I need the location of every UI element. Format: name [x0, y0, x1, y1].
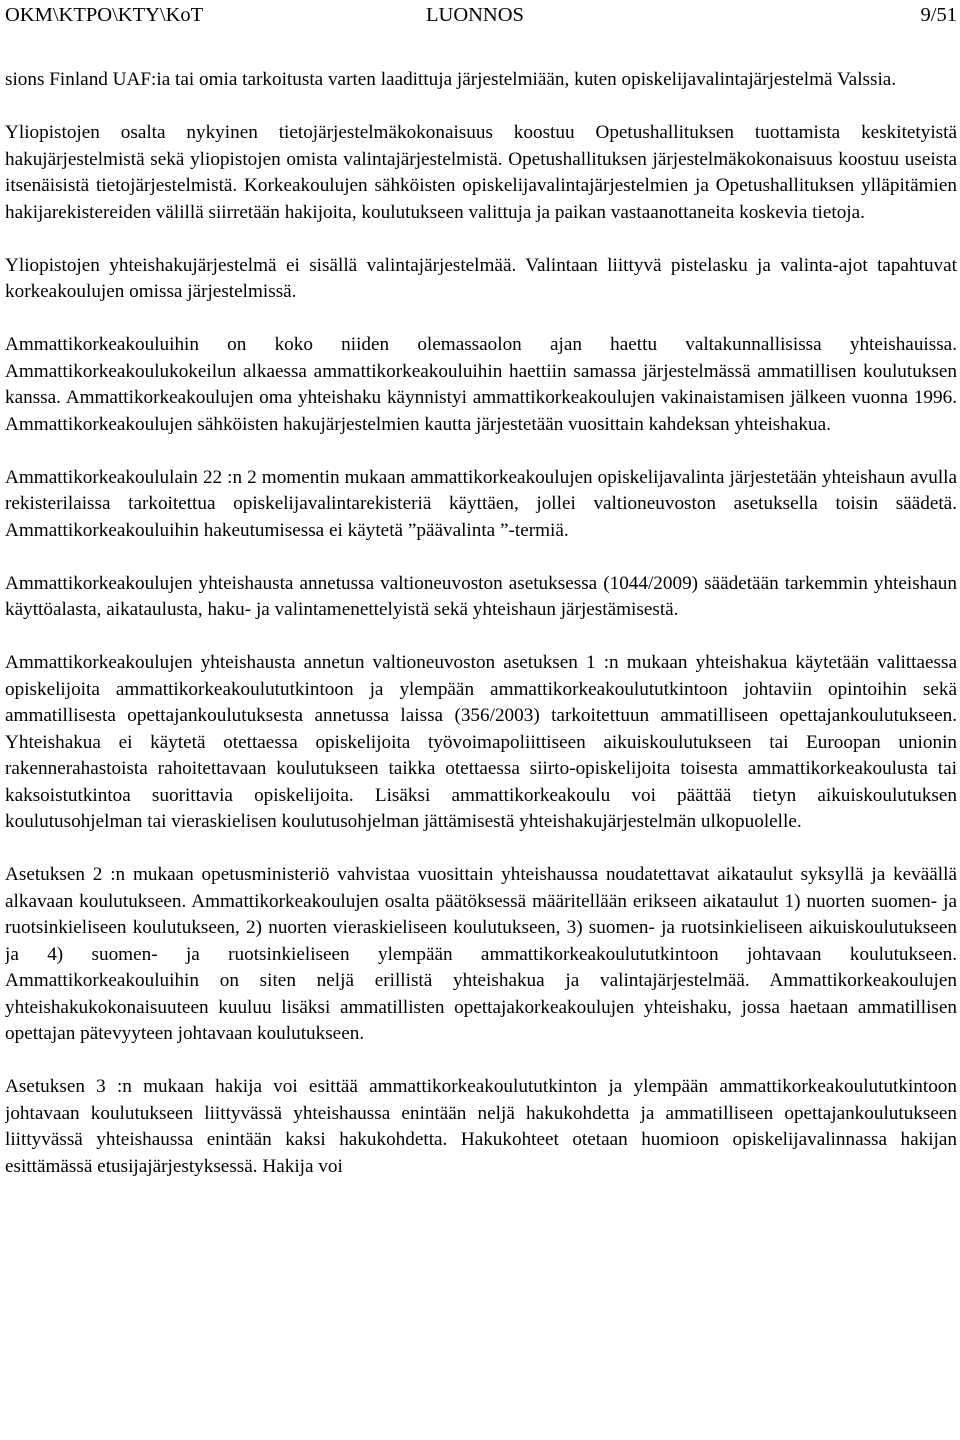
header-document-code: OKM\KTPO\KTY\KoT: [5, 4, 204, 26]
paragraph-7: Ammattikorkeakoulujen yhteishausta annetun valtioneuvoston asetuksen 1 :n mukaan yhteishakua käytetään valittaessa opiskelijoita ammattikorkeakoulututkintoon ja ylempään ammattikorkeakoulututkintoon johtaviin opintoihin sekä ammatillisesta opettajankoulutuksesta annetussa laissa (356/2003) tarkoitettuun ammatilliseen opettajankoulutukseen. Yhteishakua ei käytetä otettaessa opiskelijoita työvoimapoliittiseen aikuiskoulutukseen tai Euroopan unionin rakennerahastoista rahoitettavaan koulutukseen taikka otettaessa siirto-opiskelijoita toisesta ammattikorkeakoulusta tai kaksoistutkintoa suorittavia opiskelijoita. Lisäksi ammattikorkeakoulu voi päättää tietyn aikuiskoulutuksen koulutusohjelman tai vieraskielisen koulutusohjelman jättämisestä yhteishakujärjestelmän ulkopuolelle.: [5, 652, 957, 832]
paragraph-6: Ammattikorkeakoulujen yhteishausta annetussa valtioneuvoston asetuksessa (1044/2009) säädetään tarkemmin yhteishaun käyttöalasta, aikataulusta, haku- ja valintamenettelyistä sekä yhteishaun järjestämisestä.: [5, 572, 957, 620]
paragraph-1: sions Finland UAF:ia tai omia tarkoitusta varten laadittuja järjestelmiään, kuten opiskelijavalintajärjestelmä Valssia.: [5, 69, 897, 90]
paragraph-3: Yliopistojen yhteishakujärjestelmä ei sisällä valintajärjestelmää. Valintaan liittyvä pistelasku ja valinta-ajot tapahtuvat korkeakoulujen omissa järjestelmissä.: [5, 254, 957, 302]
header-draft-label: LUONNOS: [426, 4, 524, 26]
document-page: [5, 0, 957, 1440]
paragraph-9: Asetuksen 3 :n mukaan hakija voi esittää ammattikorkeakoulututkinton ja ylempään ammattikorkeakoulututkintoon johtavaan koulutukseen liittyvässä yhteishaussa enintään neljä hakukohdetta ja ammatilliseen opettajankoulutukseen liittyvässä yhteishaussa enintään kaksi hakukohdetta. Hakukohteet otetaan huomioon opiskelijavalinnassa hakijan esittämässä etusijajärjestyksessä. Hakija voi: [5, 1076, 957, 1177]
page-header: [5, 0, 957, 30]
paragraph-8: Asetuksen 2 :n mukaan opetusministeriö vahvistaa vuosittain yhteishaussa noudatettavat aikataulut syksyllä ja keväällä alkavaan koulutukseen. Ammattikorkeakoulujen osalta päätöksessä määritellään erikseen aikataulut 1) nuorten suomen- ja ruotsinkieliseen koulutukseen, 2) nuorten vieraskieliseen koulutukseen, 3) suomen- ja ruotsinkieliseen aikuiskoulutukseen ja 4) suomen- ja ruotsinkieliseen ylempään ammattikorkeakoulututkintoon johtavaan koulutukseen. Ammattikorkeakouluihin on siten neljä erillistä yhteishakua ja valintajärjestelmää. Ammattikorkeakoulujen yhteishakukokonaisuuteen kuuluu lisäksi ammatillisten opettajakorkeakoulujen yhteishaku, jossa haetaan ammatillisen opettajan pätevyyteen johtavaan koulutukseen.: [5, 864, 957, 1044]
paragraph-2: Yliopistojen osalta nykyinen tietojärjestelmäkokonaisuus koostuu Opetushallituksen tuottamista keskitetyistä hakujärjestelmistä sekä yliopistojen omista valintajärjestelmistä. Opetushallituksen järjestelmäkokonaisuus koostuu useista itsenäisistä tietojärjestelmistä. Korkeakoulujen sähköisten opiskelijavalintajärjestelmien ja Opetushallituksen ylläpitämien hakijarekistereiden välillä siirretään hakijoita, koulutukseen valittuja ja paikan vastaanottaneita koskevia tietoja.: [5, 122, 957, 223]
document-body: [5, 67, 957, 1207]
paragraph-5: Ammattikorkeakoululain 22 :n 2 momentin mukaan ammattikorkeakoulujen opiskelijavalinta järjestetään yhteishaun avulla rekisterilaissa tarkoitettua opiskelijavalintarekisteriä käyttäen, jollei valtioneuvoston asetuksella toisin säädetä. Ammattikorkeakouluihin hakeutumisessa ei käytetä ”päävalinta ”-termiä.: [5, 466, 957, 541]
header-page-number: 9/51: [920, 4, 957, 26]
paragraph-4: Ammattikorkeakouluihin on koko niiden olemassaolon ajan haettu valtakunnallisissa yhteishauissa. Ammattikorkeakoulukokeilun alkaessa ammattikorkeakouluihin haettiin samassa järjestelmässä ammatillisen koulutuksen kanssa. Ammattikorkeakoulujen oma yhteishaku käynnistyi ammattikorkeakoulujen vakinaistamisen jälkeen vuonna 1996. Ammattikorkeakoulujen sähköisten hakujärjestelmien kautta järjestetään vuosittain kahdeksan yhteishakua.: [5, 334, 957, 435]
